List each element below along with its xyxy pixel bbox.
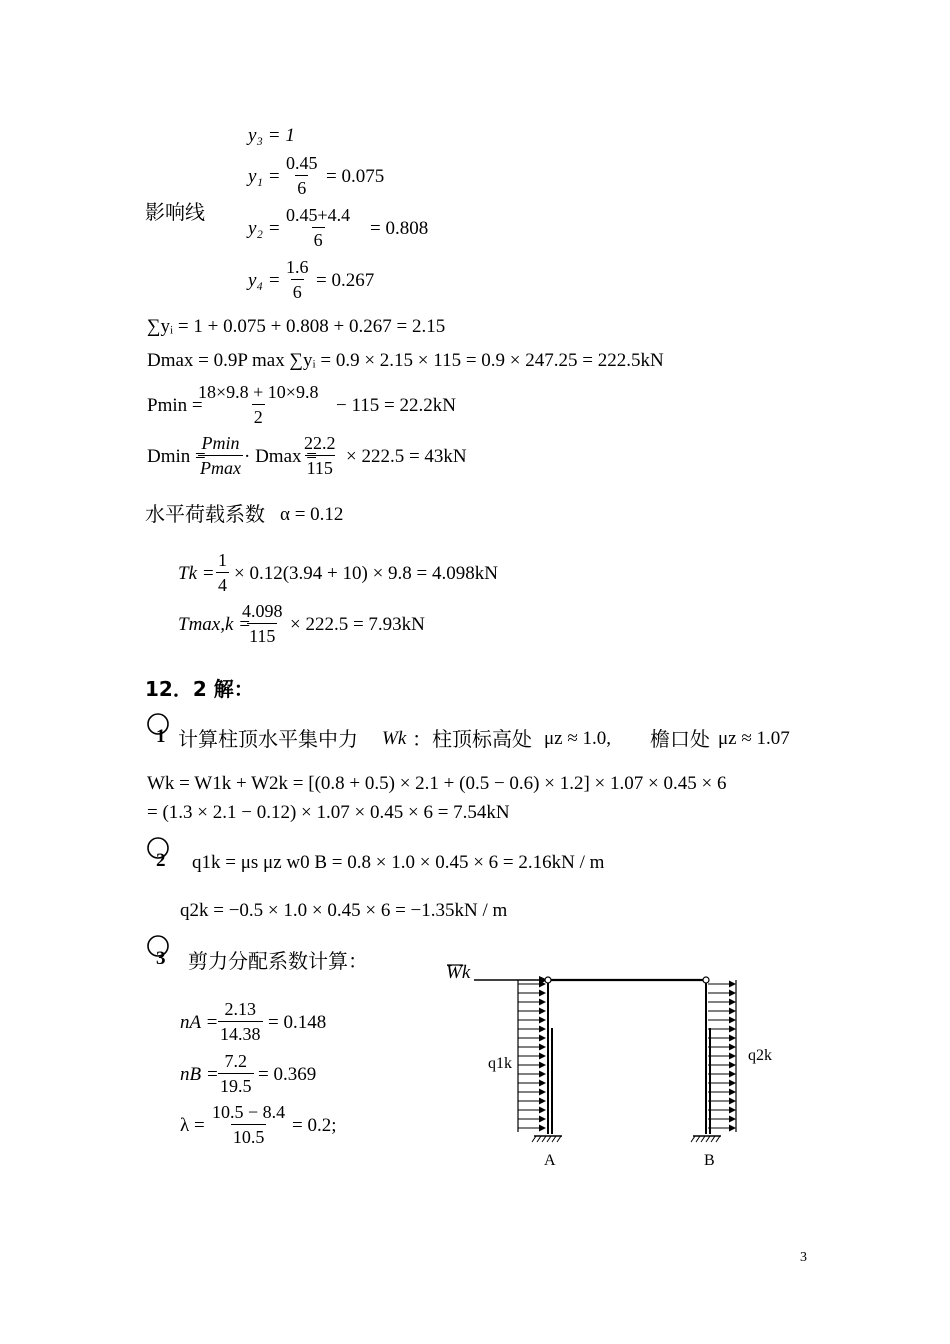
dmin-numerator-2: 22.2 <box>304 433 336 453</box>
diagram-q1-label: q1k <box>488 1055 512 1072</box>
pmin-result: − 115 = 22.2kN <box>336 395 456 416</box>
load-arrowhead <box>539 1107 546 1114</box>
item3-text: 剪力分配系数计算： <box>188 949 368 973</box>
tmax-result: × 222.5 = 7.93kN <box>290 614 425 635</box>
load-arrowhead <box>539 999 546 1006</box>
dmin-result: × 222.5 = 43kN <box>346 446 467 467</box>
item2-number: 2 <box>156 850 166 871</box>
load-arrowhead <box>539 1017 546 1024</box>
load-arrowhead <box>729 1071 736 1078</box>
section-heading: 12．2 解： <box>145 677 254 701</box>
pmin-denominator: 2 <box>252 404 265 428</box>
load-arrowhead <box>539 1071 546 1078</box>
lambda-denominator: 10.5 <box>231 1124 267 1148</box>
item1-wk: Wk <box>382 728 407 749</box>
load-arrowhead <box>729 1026 736 1033</box>
load-arrowhead <box>539 1125 546 1132</box>
item1-text2: ：柱顶标高处 <box>412 727 532 751</box>
dmin-mid: · Dmax = <box>244 446 317 467</box>
alpha-value: α = 0.12 <box>280 504 344 525</box>
load-arrowhead <box>729 1089 736 1096</box>
q2k-equation: q2k = −0.5 × 1.0 × 0.45 × 6 = −1.35kN / m <box>180 900 508 921</box>
pmin-numerator: 18×9.8 + 10×9.8 <box>198 382 319 402</box>
na-prefix: nA = <box>180 1012 219 1033</box>
load-arrowhead <box>729 1053 736 1060</box>
load-arrowhead <box>539 1044 546 1051</box>
tk-prefix: Tk = <box>178 563 215 584</box>
load-arrowhead <box>729 990 736 997</box>
pmin-prefix: Pmin = <box>147 395 203 416</box>
item1-mu-eaves: μz ≈ 1.07 <box>718 728 790 749</box>
load-arrowhead <box>729 999 736 1006</box>
tmax-numerator: 4.098 <box>242 601 283 621</box>
y1-denominator: 6 <box>295 175 308 199</box>
lambda-result: = 0.2; <box>292 1115 337 1136</box>
load-arrowhead <box>729 1098 736 1105</box>
wk-line1: Wk = W1k + W2k = [(0.8 + 0.5) × 2.1 + (0.5 − 0.6) × 1.2] × 1.07 × 0.45 × 6 <box>147 773 727 794</box>
load-arrowhead <box>539 1089 546 1096</box>
load-arrowhead <box>729 1080 736 1087</box>
y4-result: = 0.267 <box>316 270 375 291</box>
diagram-q2-label: q2k <box>748 1047 772 1064</box>
horizontal-label: 水平荷载系数 <box>145 502 265 526</box>
load-arrowhead <box>729 1008 736 1015</box>
nb-denominator: 19.5 <box>218 1073 254 1097</box>
y2-result: = 0.808 <box>370 218 429 239</box>
y1-numerator: 0.45 <box>286 153 318 173</box>
nb-numerator: 7.2 <box>224 1051 247 1071</box>
hinge-b <box>703 977 709 983</box>
dmin-prefix: Dmin = <box>147 446 206 467</box>
wk-line2: = (1.3 × 2.1 − 0.12) × 1.07 × 0.45 × 6 = 7.54kN <box>147 802 510 823</box>
diagram-w-label: Wk <box>446 962 471 983</box>
sum-y-equation: ∑yᵢ = 1 + 0.075 + 0.808 + 0.267 = 2.15 <box>147 316 446 337</box>
y2-numerator: 0.45+4.4 <box>286 205 351 225</box>
lambda-numerator: 10.5 − 8.4 <box>212 1102 286 1122</box>
dmax-equation: Dmax = 0.9P max ∑yᵢ = 0.9 × 2.15 × 115 = 0.9 × 247.25 = 222.5kN <box>147 350 664 371</box>
tk-numerator: 1 <box>218 550 227 570</box>
y1-result: = 0.075 <box>326 166 385 187</box>
page-number: 3 <box>800 1250 807 1265</box>
load-arrowhead <box>539 990 546 997</box>
item1-mu-top: μz ≈ 1.0, <box>544 728 612 749</box>
load-arrowhead <box>539 1080 546 1087</box>
load-arrowhead <box>729 981 736 988</box>
item3-number: 3 <box>156 948 166 969</box>
load-arrowhead <box>729 1116 736 1123</box>
load-arrowhead <box>539 1035 546 1042</box>
load-arrowhead <box>729 1035 736 1042</box>
support-hatch <box>532 1136 720 1142</box>
load-arrowhead <box>539 1008 546 1015</box>
lambda-prefix: λ = <box>180 1115 205 1136</box>
load-arrowhead <box>729 1125 736 1132</box>
tmax-prefix: Tmax,k = <box>178 614 251 635</box>
tk-denominator: 4 <box>216 572 229 596</box>
na-numerator: 2.13 <box>224 999 256 1019</box>
y3-equation: y₃ = 1 <box>248 125 295 146</box>
y4-prefix: y₄ = <box>248 270 281 291</box>
nb-prefix: nB = <box>180 1064 219 1085</box>
diagram-b-label: B <box>704 1152 715 1169</box>
item1-text3: 檐口处 <box>650 727 710 751</box>
load-arrowhead <box>539 1098 546 1105</box>
load-arrowhead <box>729 1044 736 1051</box>
y1-prefix: y₁ = <box>248 166 281 187</box>
tmax-denominator: 115 <box>247 623 277 647</box>
y2-denominator: 6 <box>312 227 325 251</box>
dmin-denominator-1: Pmax <box>198 455 243 479</box>
hinge-a <box>545 977 551 983</box>
q2k-load-arrows <box>708 981 736 1132</box>
load-arrowhead <box>729 1017 736 1024</box>
tk-result: × 0.12(3.94 + 10) × 9.8 = 4.098kN <box>234 563 498 584</box>
dmin-numerator-1: Pmin <box>201 433 240 453</box>
load-arrowhead <box>539 1116 546 1123</box>
dmin-denominator-2: 115 <box>305 455 335 479</box>
load-arrowhead <box>539 1026 546 1033</box>
diagram-a-label: A <box>544 1152 556 1169</box>
load-arrowhead <box>539 1062 546 1069</box>
nb-result: = 0.369 <box>258 1064 317 1085</box>
load-arrowhead <box>539 1053 546 1060</box>
na-denominator: 14.38 <box>218 1021 263 1045</box>
y4-numerator: 1.6 <box>286 257 309 277</box>
load-arrowhead <box>729 1062 736 1069</box>
y2-prefix: y₂ = <box>248 218 281 239</box>
item1-text: 计算柱顶水平集中力 <box>178 727 358 751</box>
na-result: = 0.148 <box>268 1012 327 1033</box>
load-arrowhead <box>729 1107 736 1114</box>
y4-denominator: 6 <box>291 279 304 303</box>
q1k-load-arrows <box>518 981 546 1132</box>
influence-label: 影响线 <box>145 200 205 224</box>
q1k-equation: q1k = μs μz w0 B = 0.8 × 1.0 × 0.45 × 6 = 2.16kN / m <box>192 852 605 873</box>
item1-number: 1 <box>156 726 166 747</box>
